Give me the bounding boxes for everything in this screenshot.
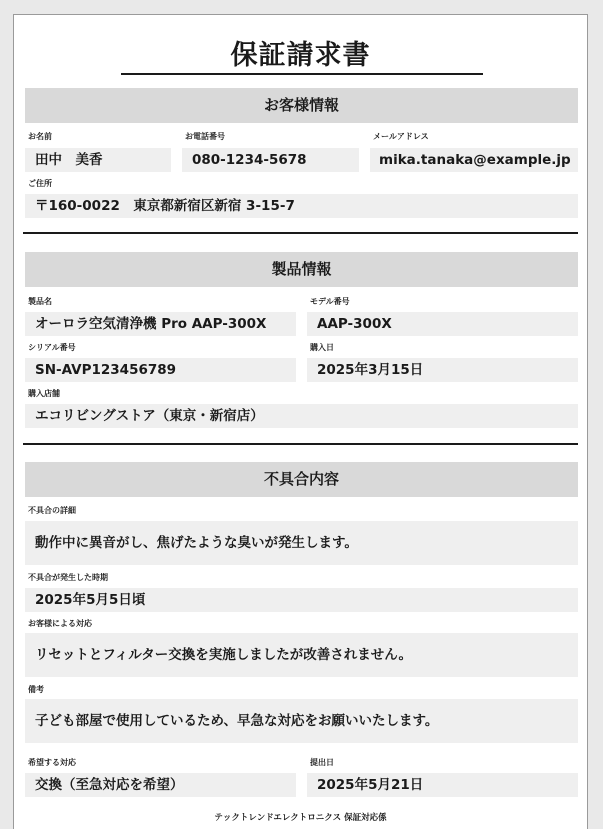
- model-number-field[interactable]: AAP-300X: [307, 312, 578, 336]
- notes-label: 備考: [28, 685, 44, 694]
- store-label: 購入店舗: [28, 389, 60, 398]
- store-field[interactable]: エコリビングストア（東京・新宿店）: [25, 404, 578, 428]
- customer-action-label: お客様による対応: [28, 619, 92, 628]
- section-divider: [23, 232, 578, 234]
- section-divider: [23, 443, 578, 445]
- serial-number-label: シリアル番号: [28, 343, 76, 352]
- purchase-date-field[interactable]: 2025年3月15日: [307, 358, 578, 382]
- section-heading-issue: 不具合内容: [25, 462, 578, 497]
- issue-detail-label: 不具合の詳細: [28, 506, 76, 515]
- product-name-label: 製品名: [28, 297, 52, 306]
- warranty-claim-form: [13, 14, 588, 829]
- name-field[interactable]: 田中 美香: [25, 148, 171, 172]
- email-label: メールアドレス: [373, 132, 429, 141]
- document-title: 保証請求書: [230, 40, 371, 71]
- address-label: ご住所: [28, 179, 52, 188]
- purchase-date-label: 購入日: [310, 343, 334, 352]
- customer-action-field[interactable]: リセットとフィルター交換を実施しましたが改善されません。: [25, 633, 578, 677]
- phone-field[interactable]: 080-1234-5678: [182, 148, 359, 172]
- submission-date-field[interactable]: 2025年5月21日: [307, 773, 578, 797]
- desired-resolution-label: 希望する対応: [28, 758, 76, 767]
- notes-field[interactable]: 子ども部屋で使用しているため、早急な対応をお願いいたします。: [25, 699, 578, 743]
- issue-date-field[interactable]: 2025年5月5日頃: [25, 588, 578, 612]
- title-underline: [121, 73, 483, 75]
- email-field[interactable]: mika.tanaka@example.jp: [370, 148, 578, 172]
- submission-date-label: 提出日: [310, 758, 334, 767]
- footer-department: テックトレンドエレクトロニクス 保証対応係: [214, 813, 387, 823]
- serial-number-field[interactable]: SN-AVP123456789: [25, 358, 296, 382]
- section-heading-product: 製品情報: [25, 252, 578, 287]
- section-heading-customer: お客様情報: [25, 88, 578, 123]
- issue-detail-field[interactable]: 動作中に異音がし、焦げたような臭いが発生します。: [25, 521, 578, 565]
- product-name-field[interactable]: オーロラ空気清浄機 Pro AAP-300X: [25, 312, 296, 336]
- address-field[interactable]: 〒160-0022 東京都新宿区新宿 3-15-7: [25, 194, 578, 218]
- desired-resolution-field[interactable]: 交換（至急対応を希望）: [25, 773, 296, 797]
- issue-date-label: 不具合が発生した時期: [28, 573, 108, 582]
- model-number-label: モデル番号: [310, 297, 350, 306]
- phone-label: お電話番号: [185, 132, 225, 141]
- name-label: お名前: [28, 132, 52, 141]
